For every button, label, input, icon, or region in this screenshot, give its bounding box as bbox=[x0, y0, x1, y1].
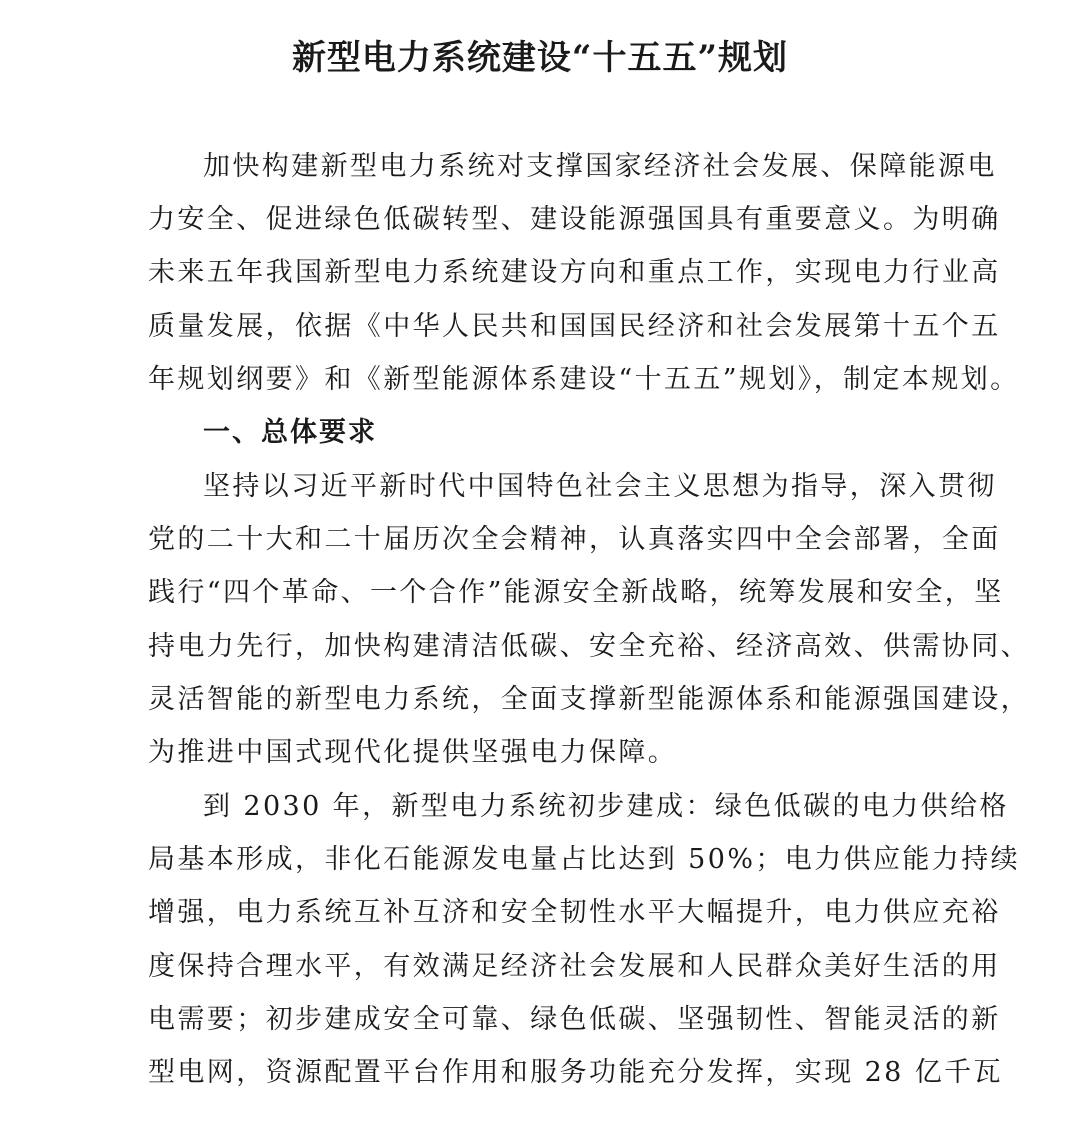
paragraph-line: 到 2030 年，新型电力系统初步建成：绿色低碳的电力供给格 bbox=[203, 791, 1009, 822]
paragraph-line: 力安全、促进绿色低碳转型、建设能源强国具有重要意义。为明确 bbox=[148, 204, 1001, 235]
paragraph-line: 型电网，资源配置平台作用和服务功能充分发挥，实现 28 亿千瓦 bbox=[148, 1057, 1003, 1088]
paragraph-line: 增强，电力系统互补互济和安全韧性水平大幅提升，电力供应充裕 bbox=[148, 897, 1001, 928]
paragraph-line: 局基本形成，非化石能源发电量占比达到 50%；电力供应能力持续 bbox=[148, 844, 1020, 875]
paragraph-line: 灵活智能的新型电力系统，全面支撑新型能源体系和能源强国建设， bbox=[148, 684, 1030, 715]
paragraph-line: 践行“四个革命、一个合作”能源安全新战略，统筹发展和安全，坚 bbox=[148, 577, 1004, 608]
paragraph-line: 持电力先行，加快构建清洁低碳、安全充裕、经济高效、供需协同、 bbox=[148, 631, 1030, 662]
paragraph-line: 为推进中国式现代化提供坚强电力保障。 bbox=[148, 737, 678, 768]
paragraph-line: 度保持合理水平，有效满足经济社会发展和人民群众美好生活的用 bbox=[148, 951, 1001, 982]
paragraph-line: 年规划纲要》和《新型能源体系建设“十五五”规划》，制定本规划。 bbox=[148, 364, 1020, 395]
paragraph-line: 党的二十大和二十届历次全会精神，认真落实四中全会部署，全面 bbox=[148, 524, 1001, 555]
paragraph-line: 未来五年我国新型电力系统建设方向和重点工作，实现电力行业高 bbox=[148, 257, 1001, 288]
paragraph-line: 加快构建新型电力系统对支撑国家经济社会发展、保障能源电 bbox=[203, 151, 997, 182]
document-title: 新型电力系统建设“十五五”规划 bbox=[291, 38, 789, 78]
paragraph-line: 电需要；初步建成安全可靠、绿色低碳、坚强韧性、智能灵活的新 bbox=[148, 1004, 1001, 1035]
section-heading: 一、总体要求 bbox=[203, 417, 377, 448]
paragraph-line: 质量发展，依据《中华人民共和国国民经济和社会发展第十五个五 bbox=[148, 311, 1001, 342]
paragraph-line: 坚持以习近平新时代中国特色社会主义思想为指导，深入贯彻 bbox=[203, 471, 997, 502]
